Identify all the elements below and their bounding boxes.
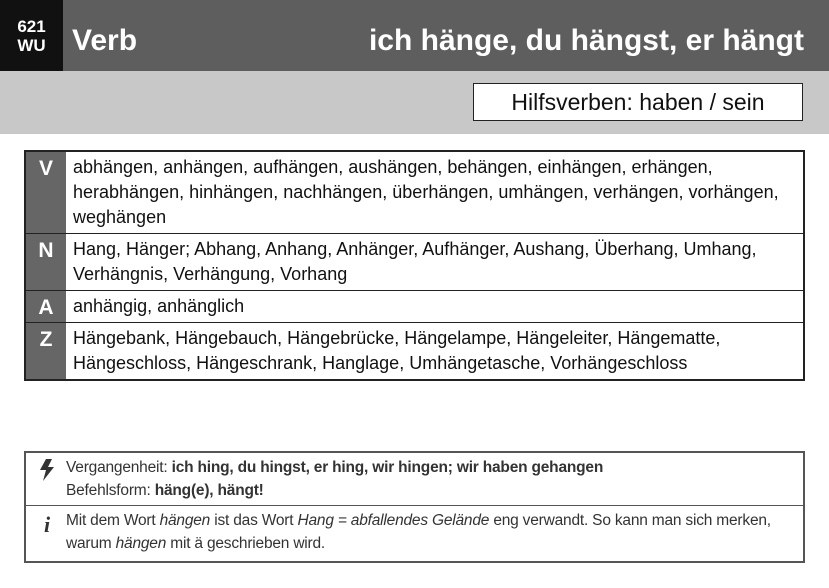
page-number: 621 [17, 16, 46, 36]
row-text: Hängebank, Hängebauch, Hängebrücke, Hängelampe, Hängeleiter, Hängematte, Hängeschloss, Hängeschrank, Hanglage, Umhängetasche, Vorhängeschloss [73, 328, 721, 373]
note-word: hängen [115, 535, 167, 552]
etymology-hint-row [26, 506, 803, 558]
past-value: ich hing, du hingst, er hing, wir hingen; wir haben gehangen [171, 459, 604, 476]
etymology-hint-text [62, 509, 797, 555]
note-word: Hang = abfallendes Gelände [297, 512, 490, 529]
table-row [26, 233, 803, 290]
info-icon: i [43, 512, 51, 537]
row-text: anhängig, anhänglich [73, 296, 245, 316]
grammar-hint-text [62, 456, 797, 502]
grammar-hint-row [26, 453, 803, 506]
word-family-table [24, 150, 805, 381]
note-part: Mit dem Wort [66, 512, 156, 529]
note-part: mit ä geschrieben wird. [170, 535, 326, 552]
table-row [26, 290, 803, 322]
page-code: WU [17, 35, 46, 55]
row-letter: A [26, 291, 66, 322]
row-letter: Z [26, 323, 66, 379]
page-number-badge [0, 0, 63, 71]
imperative-value: häng(e), hängt! [154, 482, 264, 499]
row-letter: N [26, 234, 66, 290]
note-part: ist das Wort [214, 512, 294, 529]
imperative-label: Befehlsform: [66, 482, 151, 499]
info-box [24, 451, 805, 563]
word-type-title: Verb [72, 24, 138, 57]
lightning-icon [32, 456, 62, 502]
table-row [26, 152, 803, 233]
header-bar [0, 0, 829, 71]
row-text: Hang, Hänger; Abhang, Anhang, Anhänger, Aufhänger, Aushang, Überhang, Umhang, Verhängnis, Verhängung, Vorhang [73, 239, 757, 284]
past-label: Vergangenheit: [66, 459, 168, 476]
conjugation-forms: ich hänge, du hängst, er hängt [368, 24, 804, 57]
note-part: eng verwandt. So kann man sich merken, warum [66, 512, 771, 552]
note-word: hängen [159, 512, 211, 529]
auxiliary-verbs-box: Hilfsverben: haben / sein [473, 83, 803, 121]
row-letter: V [26, 152, 66, 233]
table-row [26, 322, 803, 379]
row-text: abhängen, anhängen, aufhängen, aushängen, behängen, einhängen, erhängen, herabhängen, hinhängen, nachhängen, überhängen, umhängen, verhängen, vorhängen, weghängen [73, 157, 779, 227]
